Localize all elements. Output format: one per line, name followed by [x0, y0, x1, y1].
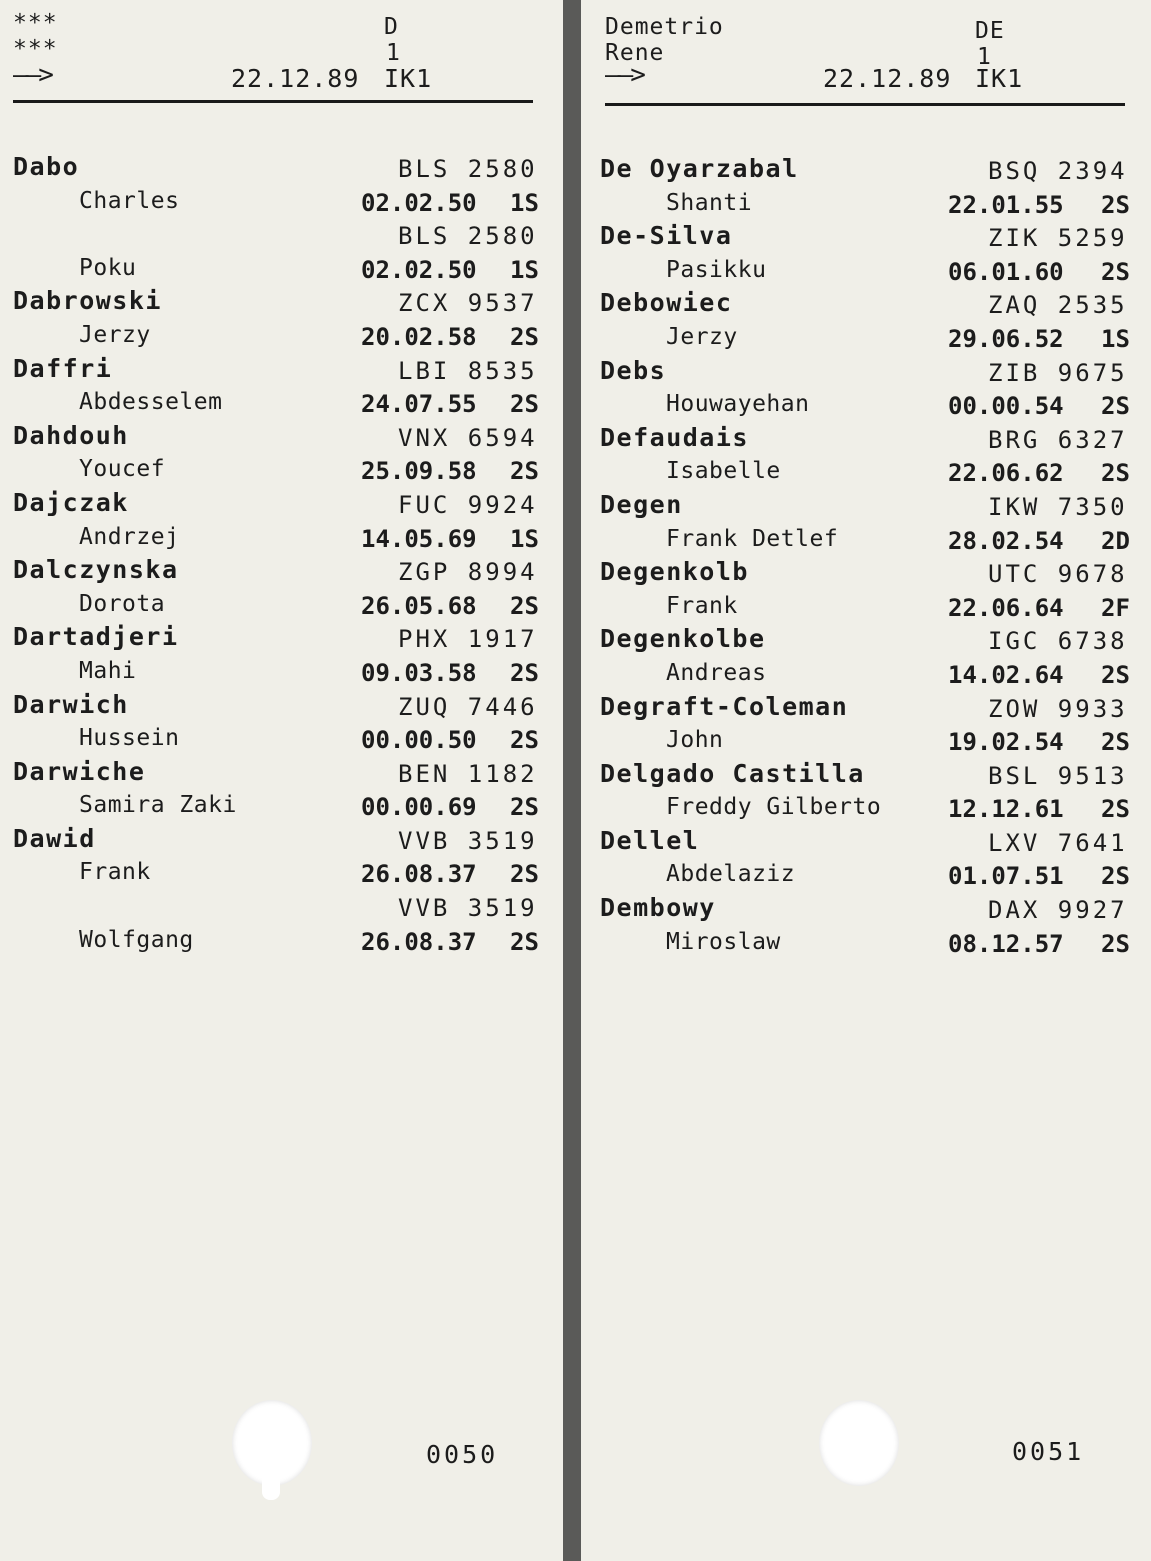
reference-code: ZUQ 7446: [398, 692, 538, 721]
reference-code: DAX 9927: [988, 896, 1128, 925]
reference-code: UTC 9678: [988, 560, 1128, 589]
list-item: [13, 857, 538, 891]
card-right: [581, 0, 1151, 1561]
list-item: [600, 456, 1130, 490]
birth-date: 02.02.50: [361, 188, 477, 217]
surname: Daffri: [13, 353, 113, 383]
birth-date: 09.03.58: [361, 658, 477, 687]
surname: Dabrowski: [13, 286, 162, 316]
header-rule: [13, 100, 533, 103]
list-item: [13, 757, 538, 791]
given-name: Jerzy: [79, 321, 151, 348]
reference-code: LBI 8535: [398, 356, 538, 385]
header-ref: IK1: [975, 64, 1024, 93]
list-item: [600, 389, 1130, 423]
given-name: Jerzy: [666, 323, 738, 350]
given-name: Pasikku: [666, 256, 767, 283]
list-item: [600, 893, 1130, 927]
list-item: [600, 591, 1130, 625]
list-item: [13, 790, 538, 824]
reference-code: ZIK 5259: [988, 224, 1128, 253]
list-item: [600, 154, 1130, 188]
birth-date: 01.07.51: [948, 862, 1064, 891]
surname: Dartadjeri: [13, 622, 179, 652]
list-item: [13, 656, 538, 690]
given-name: Hussein: [79, 725, 180, 752]
header-sub: 1: [977, 44, 991, 70]
reference-code: BSL 9513: [988, 761, 1128, 790]
given-name: Abdesselem: [79, 389, 223, 416]
reference-code: BSQ 2394: [988, 157, 1128, 185]
reference-code: BRG 6327: [988, 425, 1128, 454]
surname: De Oyarzabal: [600, 154, 799, 183]
surname: Defaudais: [600, 422, 749, 452]
category-code: 2S: [1101, 929, 1130, 958]
given-name: Poku: [79, 254, 137, 281]
punch-hole-tab: [262, 1478, 280, 1500]
reference-code: BLS 2580: [398, 222, 538, 251]
given-name: Frank Detlef: [666, 525, 839, 552]
birth-date: 20.02.58: [361, 322, 477, 351]
birth-date: 22.06.62: [948, 459, 1064, 488]
surname: Degenkolbe: [600, 624, 766, 654]
entry-list: [13, 152, 538, 958]
list-item: [13, 589, 538, 623]
list-item: [13, 622, 538, 656]
birth-date: 26.08.37: [361, 927, 477, 956]
list-item: [600, 859, 1130, 893]
header-date: 22.12.89: [231, 64, 360, 93]
reference-code: ZGP 8994: [398, 558, 538, 587]
list-item: [600, 557, 1130, 591]
list-item: [600, 255, 1130, 289]
surname: Delgado Castilla: [600, 758, 865, 788]
header-arrow: ——>: [605, 60, 643, 90]
birth-date: 00.00.50: [361, 726, 477, 755]
surname: Darwich: [13, 689, 129, 719]
given-name: Freddy Gilberto: [666, 794, 882, 821]
list-item: [13, 253, 538, 287]
category-code: 2S: [510, 860, 539, 889]
entry-list: [600, 154, 1130, 960]
reference-code: IGC 6738: [988, 627, 1128, 656]
punch-hole: [232, 1400, 312, 1486]
surname: Debs: [600, 355, 667, 385]
surname: Degen: [600, 489, 683, 519]
given-name: Abdelaziz: [666, 861, 796, 888]
given-name: Houwayehan: [666, 391, 810, 418]
reference-code: ZIB 9675: [988, 358, 1128, 387]
list-item: [600, 188, 1130, 222]
list-item: [13, 421, 538, 455]
reference-code: BEN 1182: [398, 759, 538, 788]
surname: Darwiche: [13, 756, 146, 786]
category-code: 2S: [510, 457, 539, 486]
category-code: 2S: [1101, 392, 1130, 421]
list-item: [13, 522, 538, 556]
list-item: [600, 423, 1130, 457]
list-item: [600, 725, 1130, 759]
list-item: [13, 152, 538, 186]
birth-date: 08.12.57: [948, 929, 1064, 958]
header-line-2: ***: [13, 36, 58, 62]
given-name: Shanti: [666, 189, 753, 216]
surname: Dahdouh: [13, 420, 129, 450]
category-code: 2S: [1101, 257, 1130, 286]
given-name: John: [666, 727, 724, 754]
list-item: [13, 925, 538, 959]
category-code: 2S: [510, 927, 539, 956]
surname: Dalczynska: [13, 555, 179, 585]
page-number: 0051: [1012, 1437, 1085, 1466]
surname: Debowiec: [600, 288, 733, 318]
reference-code: LXV 7641: [988, 828, 1128, 857]
list-item: [13, 488, 538, 522]
birth-date: 28.02.54: [948, 526, 1064, 555]
category-code: 2S: [510, 322, 539, 351]
birth-date: 19.02.54: [948, 728, 1064, 757]
category-code: 1S: [1101, 324, 1130, 353]
category-code: 2D: [1101, 526, 1130, 555]
given-name: Charles: [79, 187, 180, 214]
given-name: Wolfgang: [79, 926, 194, 953]
reference-code: BLS 2580: [398, 155, 538, 183]
list-item: [13, 186, 538, 220]
birth-date: 29.06.52: [948, 324, 1064, 353]
birth-date: 14.02.64: [948, 660, 1064, 689]
header-arrow: ——>: [13, 60, 51, 90]
given-name: Miroslaw: [666, 928, 781, 955]
reference-code: PHX 1917: [398, 625, 538, 654]
card-left: [0, 0, 563, 1561]
list-item: [13, 824, 538, 858]
surname: Dajczak: [13, 487, 129, 517]
surname: Degenkolb: [600, 557, 749, 587]
list-item: [600, 927, 1130, 961]
surname: De-Silva: [600, 221, 733, 251]
given-name: Andreas: [666, 659, 767, 686]
category-code: 1S: [510, 188, 539, 217]
category-code: 2S: [510, 390, 539, 419]
surname: Degraft-Coleman: [600, 691, 849, 721]
reference-code: IKW 7350: [988, 492, 1128, 521]
category-code: 2S: [510, 591, 539, 620]
birth-date: 22.01.55: [948, 190, 1064, 219]
given-name: Mahi: [79, 657, 137, 684]
list-item: [600, 658, 1130, 692]
punch-hole: [819, 1400, 899, 1486]
header-line-1: ***: [13, 10, 58, 36]
list-item: [600, 759, 1130, 793]
list-item: [600, 792, 1130, 826]
header-rule: [605, 103, 1125, 106]
list-item: [600, 490, 1130, 524]
category-code: 2S: [1101, 459, 1130, 488]
birth-date: 24.07.55: [361, 390, 477, 419]
category-code: 2S: [1101, 190, 1130, 219]
birth-date: 02.02.50: [361, 255, 477, 284]
list-item: [13, 320, 538, 354]
reference-code: ZCX 9537: [398, 289, 538, 318]
list-item: [600, 288, 1130, 322]
birth-date: 22.06.64: [948, 593, 1064, 622]
list-item: [13, 723, 538, 757]
given-name: Isabelle: [666, 458, 781, 485]
list-item: [600, 221, 1130, 255]
category-code: 2S: [1101, 728, 1130, 757]
reference-code: VVB 3519: [398, 826, 538, 855]
list-item: [13, 454, 538, 488]
category-code: 2S: [510, 658, 539, 687]
page-number: 0050: [426, 1440, 499, 1469]
header-sub: 1: [386, 40, 400, 66]
reference-code: VVB 3519: [398, 894, 538, 923]
header-line-2: Rene: [605, 40, 665, 66]
birth-date: 26.08.37: [361, 860, 477, 889]
surname: Dembowy: [600, 893, 716, 923]
birth-date: 00.00.69: [361, 793, 477, 822]
list-item: [13, 891, 538, 925]
birth-date: 12.12.61: [948, 795, 1064, 824]
header-code: DE: [975, 18, 1005, 44]
given-name: Frank: [79, 859, 151, 886]
list-item: [600, 322, 1130, 356]
list-item: [13, 219, 538, 253]
list-item: [600, 826, 1130, 860]
header-ref: IK1: [384, 64, 433, 93]
list-item: [13, 387, 538, 421]
given-name: Dorota: [79, 590, 166, 617]
header-code: D: [384, 14, 399, 40]
category-code: 2F: [1101, 593, 1130, 622]
list-item: [600, 524, 1130, 558]
category-code: 2S: [1101, 660, 1130, 689]
list-item: [600, 624, 1130, 658]
category-code: 1S: [510, 255, 539, 284]
list-item: [13, 555, 538, 589]
category-code: 2S: [510, 793, 539, 822]
given-name: Frank: [666, 592, 738, 619]
surname: Dabo: [13, 152, 80, 181]
list-item: [600, 692, 1130, 726]
reference-code: ZAQ 2535: [988, 291, 1128, 320]
reference-code: FUC 9924: [398, 490, 538, 519]
category-code: 1S: [510, 524, 539, 553]
list-item: [13, 286, 538, 320]
birth-date: 26.05.68: [361, 591, 477, 620]
surname: Dawid: [13, 823, 96, 853]
category-code: 2S: [510, 726, 539, 755]
category-code: 2S: [1101, 795, 1130, 824]
given-name: Andrzej: [79, 523, 180, 550]
birth-date: 06.01.60: [948, 257, 1064, 286]
given-name: Youcef: [79, 456, 166, 483]
header-line-1: Demetrio: [605, 14, 724, 40]
birth-date: 00.00.54: [948, 392, 1064, 421]
list-item: [13, 690, 538, 724]
header-date: 22.12.89: [823, 64, 952, 93]
list-item: [13, 354, 538, 388]
birth-date: 25.09.58: [361, 457, 477, 486]
list-item: [600, 356, 1130, 390]
given-name: Samira Zaki: [79, 792, 237, 819]
surname: Dellel: [600, 825, 700, 855]
birth-date: 14.05.69: [361, 524, 477, 553]
reference-code: ZOW 9933: [988, 694, 1128, 723]
reference-code: VNX 6594: [398, 423, 538, 452]
category-code: 2S: [1101, 862, 1130, 891]
